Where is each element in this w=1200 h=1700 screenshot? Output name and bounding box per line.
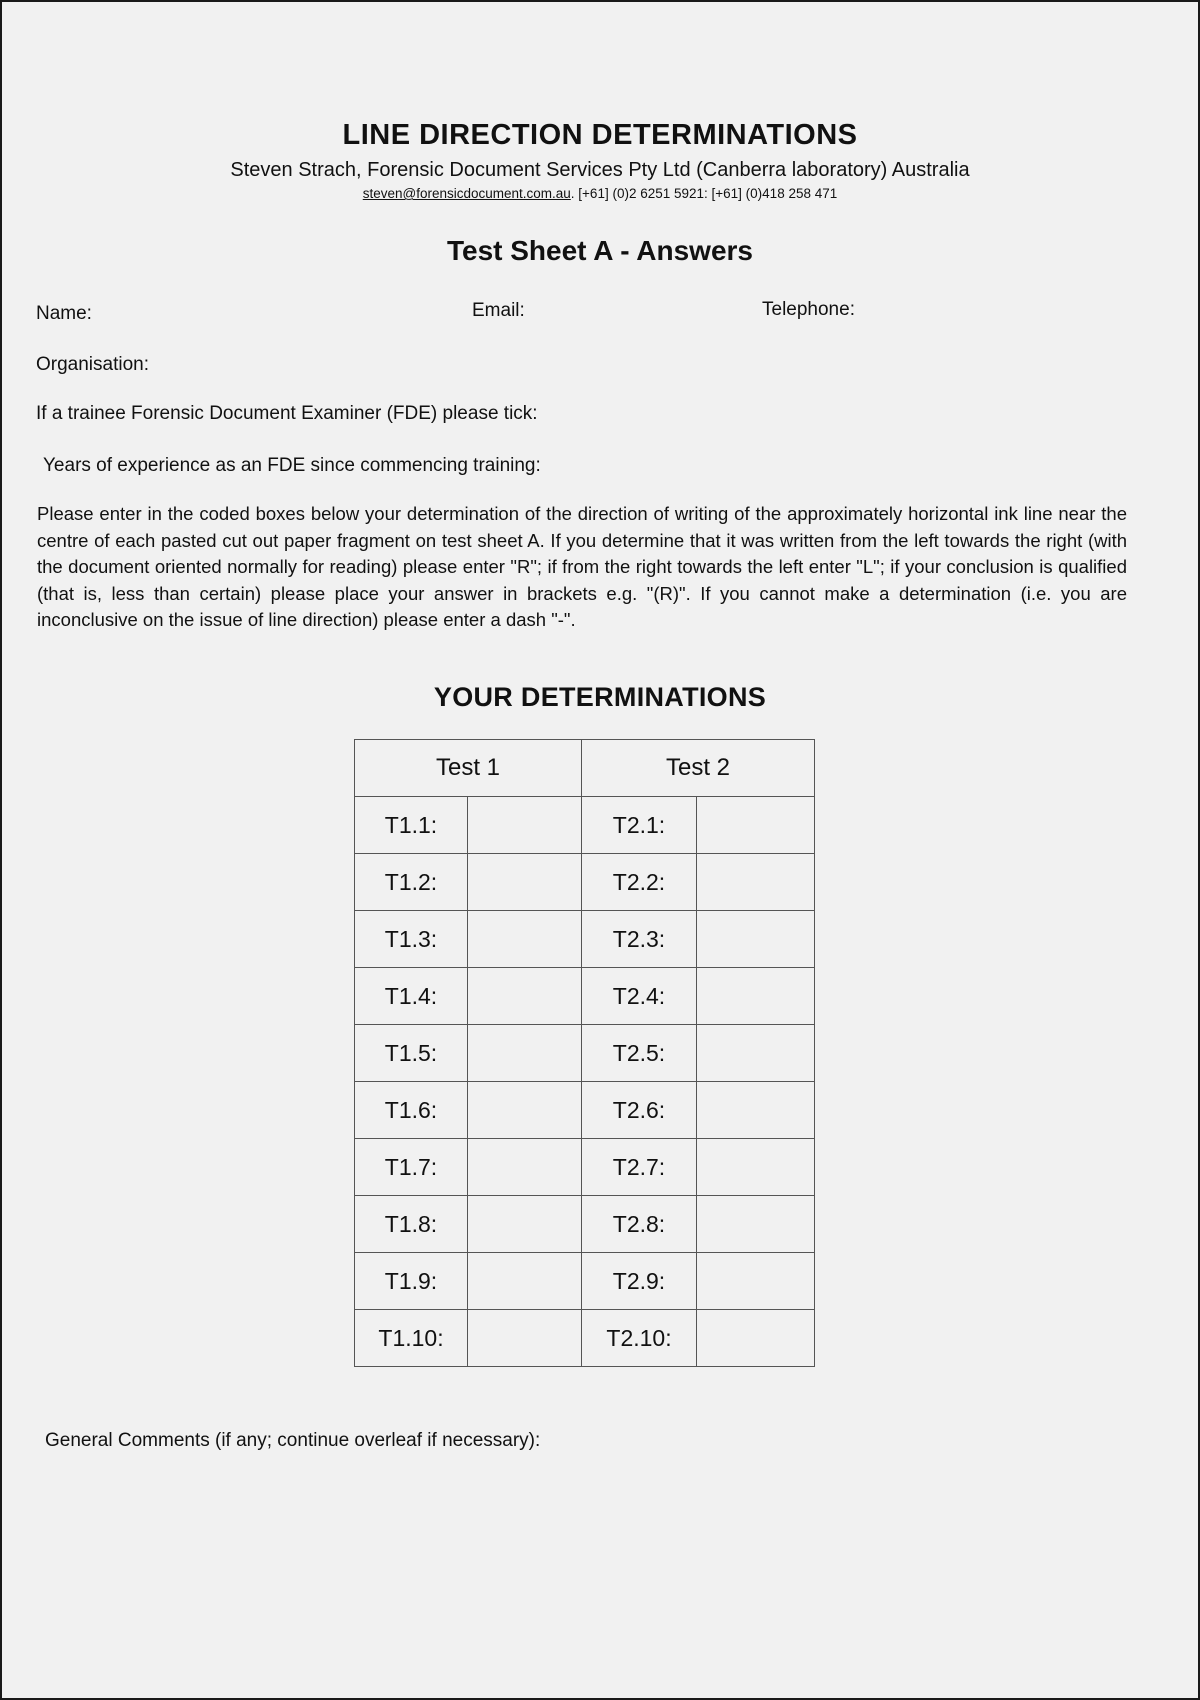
test2-code-label: T2.10: — [582, 1310, 697, 1367]
test1-answer-box[interactable] — [468, 1253, 582, 1310]
email-label: Email: — [472, 300, 525, 321]
test2-code-label: T2.1: — [582, 797, 697, 854]
table-row — [355, 854, 815, 911]
document-title: LINE DIRECTION DETERMINATIONS — [342, 119, 858, 151]
general-comments-label: General Comments (if any; continue overleaf if necessary): — [45, 1430, 541, 1451]
test2-answer-box[interactable] — [697, 797, 815, 854]
table-row — [355, 797, 815, 854]
test2-code-label: T2.5: — [582, 1025, 697, 1082]
test1-answer-box[interactable] — [468, 1196, 582, 1253]
contact-email-link[interactable]: steven@forensicdocument.com.au — [362, 186, 571, 201]
test1-answer-box[interactable] — [468, 911, 582, 968]
test2-answer-box[interactable] — [697, 1310, 815, 1367]
test1-code-label: T1.4: — [355, 968, 468, 1025]
table-row — [355, 1310, 815, 1367]
determinations-heading: YOUR DETERMINATIONS — [433, 682, 767, 712]
table-row — [355, 1196, 815, 1253]
test2-code-label: T2.7: — [582, 1139, 697, 1196]
test2-code-label: T2.9: — [582, 1253, 697, 1310]
contact-phones: . [+61] (0)2 6251 5921: [+61] (0)418 258 471 — [570, 186, 838, 201]
test1-answer-box[interactable] — [468, 854, 582, 911]
test1-code-label: T1.7: — [355, 1139, 468, 1196]
organisation-line: Steven Strach, Forensic Document Services Pty Ltd (Canberra laboratory) Australia — [230, 159, 970, 181]
contact-line — [2, 186, 1198, 201]
test2-answer-box[interactable] — [697, 968, 815, 1025]
test1-code-label: T1.5: — [355, 1025, 468, 1082]
determinations-table — [354, 739, 815, 1367]
test1-code-label: T1.9: — [355, 1253, 468, 1310]
test2-code-label: T2.2: — [582, 854, 697, 911]
test1-code-label: T1.10: — [355, 1310, 468, 1367]
organisation-label: Organisation: — [36, 354, 150, 375]
test2-answer-box[interactable] — [697, 1082, 815, 1139]
test1-code-label: T1.3: — [355, 911, 468, 968]
test2-answer-box[interactable] — [697, 1139, 815, 1196]
test2-answer-box[interactable] — [697, 1025, 815, 1082]
test2-code-label: T2.4: — [582, 968, 697, 1025]
name-label: Name: — [36, 303, 92, 324]
test2-answer-box[interactable] — [697, 1253, 815, 1310]
test2-answer-box[interactable] — [697, 1196, 815, 1253]
test2-code-label: T2.3: — [582, 911, 697, 968]
telephone-label: Telephone: — [762, 299, 855, 320]
test1-header: Test 1 — [355, 740, 582, 797]
test1-answer-box[interactable] — [468, 1025, 582, 1082]
test2-answer-box[interactable] — [697, 854, 815, 911]
table-row — [355, 1253, 815, 1310]
test1-answer-box[interactable] — [468, 968, 582, 1025]
test1-code-label: T1.2: — [355, 854, 468, 911]
test1-code-label: T1.8: — [355, 1196, 468, 1253]
sheet-subtitle: Test Sheet A - Answers — [446, 235, 753, 266]
table-row — [355, 1025, 815, 1082]
table-row — [355, 911, 815, 968]
test2-code-label: T2.6: — [582, 1082, 697, 1139]
test2-code-label: T2.8: — [582, 1196, 697, 1253]
experience-label: Years of experience as an FDE since commencing training: — [43, 455, 541, 476]
test1-answer-box[interactable] — [468, 1082, 582, 1139]
test1-answer-box[interactable] — [468, 1139, 582, 1196]
table-row — [355, 1082, 815, 1139]
table-row — [355, 1139, 815, 1196]
answer-rows — [355, 797, 815, 1367]
test2-header: Test 2 — [582, 740, 815, 797]
test2-answer-box[interactable] — [697, 911, 815, 968]
table-row — [355, 968, 815, 1025]
test1-code-label: T1.1: — [355, 797, 468, 854]
test1-code-label: T1.6: — [355, 1082, 468, 1139]
trainee-label: If a trainee Forensic Document Examiner (FDE) please tick: — [36, 403, 538, 424]
test1-answer-box[interactable] — [468, 797, 582, 854]
test1-answer-box[interactable] — [468, 1310, 582, 1367]
instructions-paragraph: Please enter in the coded boxes below your determination of the direction of writing of the approximately horizontal ink line near the centre of each pasted cut out paper fragment on test sheet A. If you determine that it was written from the left towards the right (with the document oriented normally for reading) please enter "R"; if from the right towards the left enter "L"; if your conclusion is qualified (that is, less than certain) please place your answer in brackets e.g. "(R)". If you cannot make a determination (i.e. you are inconclusive on the issue of line direction) please enter a dash "-". — [37, 503, 1127, 630]
